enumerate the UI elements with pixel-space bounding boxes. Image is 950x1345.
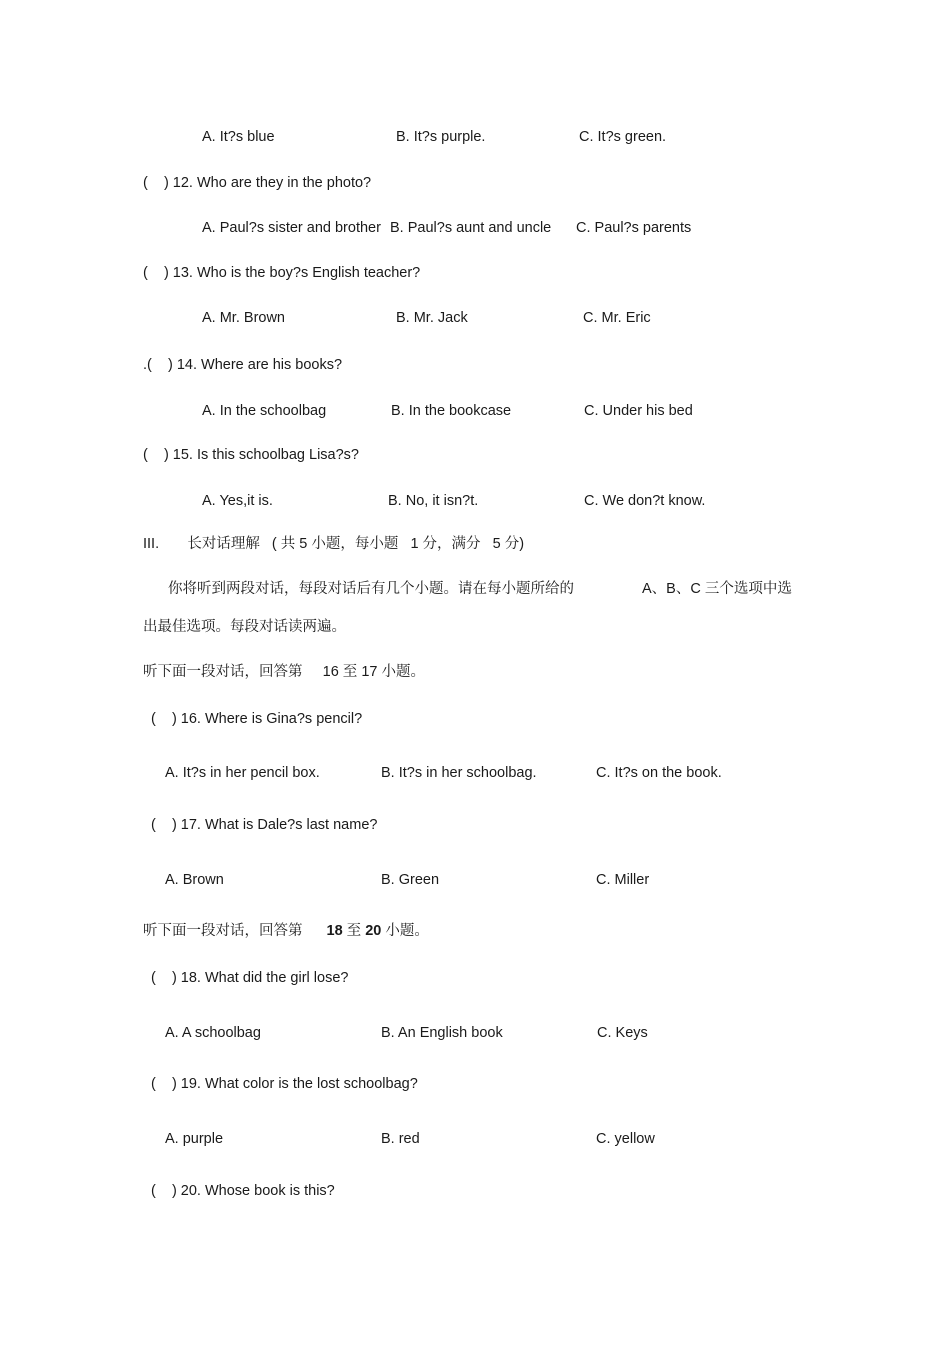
q11-option-b: B. It?s purple. bbox=[396, 129, 486, 145]
q12-stem: ( ) 12. Who are they in the photo? bbox=[143, 175, 372, 191]
q14-option-b: B. In the bookcase bbox=[391, 403, 512, 419]
dialog-2-prompt-mid: 至 bbox=[342, 923, 366, 939]
q16-option-c: C. It?s on the book. bbox=[596, 765, 722, 781]
dialog-2-start-number: 18 bbox=[326, 923, 343, 939]
instructions-line-2: 出最佳选项。每段对话读两遍。 bbox=[143, 619, 346, 635]
instructions-line-1: 你将听到两段对话，每段对话后有几个小题。请在每小题所给的 bbox=[168, 581, 574, 597]
q15-stem: ( ) 15. Is this schoolbag Lisa?s? bbox=[143, 447, 359, 463]
q17-stem: ( ) 17. What is Dale?s last name? bbox=[151, 817, 378, 833]
q17-option-b: B. Green bbox=[381, 872, 440, 888]
q12-option-a: A. Paul?s sister and brother bbox=[202, 220, 381, 236]
q19-option-b: B. red bbox=[381, 1131, 420, 1147]
q18-option-b: B. An English book bbox=[381, 1025, 503, 1041]
q19-option-a: A. purple bbox=[165, 1131, 224, 1147]
q20-stem: ( ) 20. Whose book is this? bbox=[151, 1183, 335, 1199]
q13-option-a: A. Mr. Brown bbox=[202, 310, 285, 326]
q18-option-a: A. A schoolbag bbox=[165, 1025, 261, 1041]
dialog-2-end-number: 20 bbox=[365, 923, 382, 939]
q13-option-b: B. Mr. Jack bbox=[396, 310, 468, 326]
dialog-2-prompt-prefix: 听下面一段对话，回答第 bbox=[143, 923, 303, 939]
q19-stem: ( ) 19. What color is the lost schoolbag? bbox=[151, 1076, 418, 1092]
q15-option-a: A. Yes,it is. bbox=[202, 493, 273, 509]
q16-option-b: B. It?s in her schoolbag. bbox=[381, 765, 537, 781]
q18-stem: ( ) 18. What did the girl lose? bbox=[151, 970, 349, 986]
q13-stem: ( ) 13. Who is the boy?s English teacher? bbox=[143, 265, 421, 281]
q16-stem: ( ) 16. Where is Gina?s pencil? bbox=[151, 711, 363, 727]
q13-option-c: C. Mr. Eric bbox=[583, 310, 651, 326]
q16-option-a: A. It?s in her pencil box. bbox=[165, 765, 320, 781]
instructions-line-1-tail: A、B、C 三个选项中选 bbox=[642, 581, 792, 597]
q17-option-a: A. Brown bbox=[165, 872, 224, 888]
q11-option-a: A. It?s blue bbox=[202, 129, 275, 145]
q17-option-c: C. Miller bbox=[596, 872, 650, 888]
q15-option-c: C. We don?t know. bbox=[584, 493, 706, 509]
q12-option-c: C. Paul?s parents bbox=[576, 220, 692, 236]
dialog-2-prompt-suffix: 小题。 bbox=[381, 923, 429, 939]
q14-stem: .( ) 14. Where are his books? bbox=[143, 357, 343, 373]
q14-option-a: A. In the schoolbag bbox=[202, 403, 327, 419]
section-heading: III. 长对话理解 ( 共 5 小题，每小题 1 分，满分 5 分) bbox=[143, 536, 525, 552]
q18-option-c: C. Keys bbox=[597, 1025, 648, 1041]
q12-option-b: B. Paul?s aunt and uncle bbox=[390, 220, 552, 236]
q14-option-c: C. Under his bed bbox=[584, 403, 693, 419]
q15-option-b: B. No, it isn?t. bbox=[388, 493, 479, 509]
dialog-1-prompt: 听下面一段对话，回答第 16 至 17 小题。 bbox=[143, 664, 425, 680]
dialog-2-prompt bbox=[143, 922, 429, 940]
q11-option-c: C. It?s green. bbox=[579, 129, 667, 145]
q19-option-c: C. yellow bbox=[596, 1131, 655, 1147]
